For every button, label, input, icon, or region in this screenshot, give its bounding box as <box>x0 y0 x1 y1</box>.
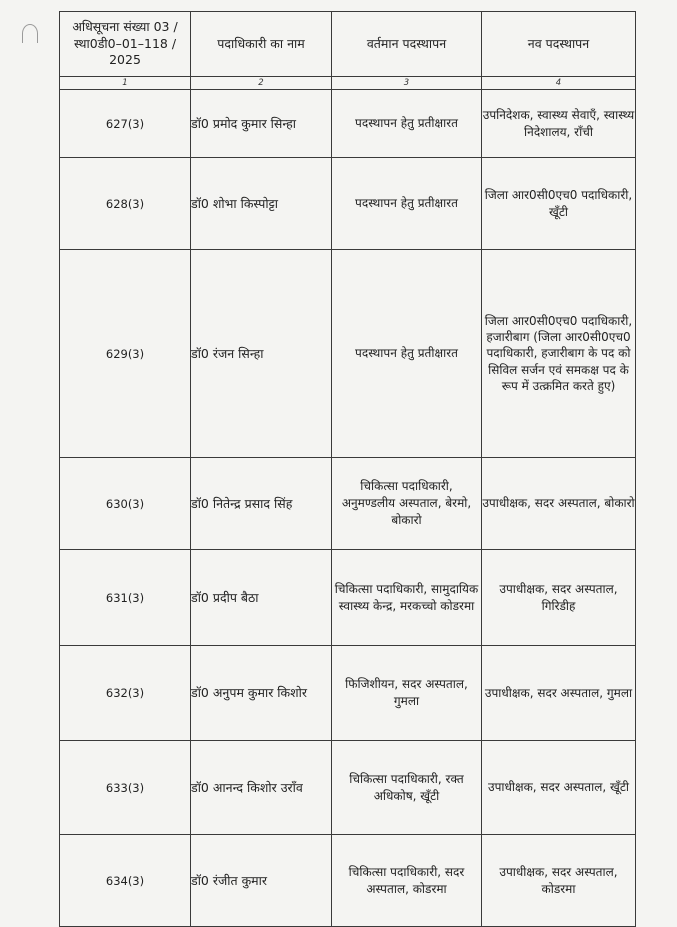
notification-number: 630(3) <box>60 458 191 550</box>
column-number: 3 <box>332 77 482 90</box>
officer-name: डॉ0 नितेन्द्र प्रसाद सिंह <box>191 458 332 550</box>
table-row <box>60 250 636 458</box>
new-posting: जिला आर0सी0एच0 पदाधिकारी, हजारीबाग (जिला आर0सी0एच0 पदाधिकारी, हजारीबाग के पद को सिविल सर्जन एवं समकक्ष पद के रूप में उत्क्रमित करते हुए) <box>482 250 636 458</box>
notification-number: 627(3) <box>60 90 191 158</box>
current-posting: चिकित्सा पदाधिकारी, सामुदायिक स्वास्थ्य केन्द्र, मरकच्चो कोडरमा <box>332 550 482 646</box>
new-posting: उपनिदेशक, स्वास्थ्य सेवाएँ, स्वास्थ्य निदेशालय, राँची <box>482 90 636 158</box>
officer-name: डॉ0 रंजीत कुमार <box>191 835 332 927</box>
current-posting: पदस्थापन हेतु प्रतीक्षारत <box>332 90 482 158</box>
officer-name: डॉ0 शोभा किस्पोट्टा <box>191 158 332 250</box>
current-posting: चिकित्सा पदाधिकारी, रक्त अधिकोष, खूँटी <box>332 741 482 835</box>
table-row <box>60 646 636 741</box>
officer-name: डॉ0 अनुपम कुमार किशोर <box>191 646 332 741</box>
new-posting: उपाधीक्षक, सदर अस्पताल, खूँटी <box>482 741 636 835</box>
notification-number: 628(3) <box>60 158 191 250</box>
officer-name: डॉ0 प्रमोद कुमार सिन्हा <box>191 90 332 158</box>
page-corner-mark <box>22 24 38 43</box>
current-posting: चिकित्सा पदाधिकारी, सदर अस्पताल, कोडरमा <box>332 835 482 927</box>
table-row <box>60 835 636 927</box>
current-posting: पदस्थापन हेतु प्रतीक्षारत <box>332 158 482 250</box>
header-officer-name: पदाधिकारी का नाम <box>191 12 332 77</box>
column-number: 1 <box>60 77 191 90</box>
officer-name: डॉ0 प्रदीप बैठा <box>191 550 332 646</box>
posting-table <box>59 11 636 927</box>
current-posting: चिकित्सा पदाधिकारी, अनुमण्डलीय अस्पताल, बेरमो, बोकारो <box>332 458 482 550</box>
current-posting: पदस्थापन हेतु प्रतीक्षारत <box>332 250 482 458</box>
header-row <box>60 12 636 77</box>
table-row <box>60 458 636 550</box>
notification-number: 634(3) <box>60 835 191 927</box>
new-posting: उपाधीक्षक, सदर अस्पताल, गुमला <box>482 646 636 741</box>
notification-number: 629(3) <box>60 250 191 458</box>
notification-number: 632(3) <box>60 646 191 741</box>
header-current-posting: वर्तमान पदस्थापन <box>332 12 482 77</box>
current-posting: फिजिशीयन, सदर अस्पताल, गुमला <box>332 646 482 741</box>
column-number-row <box>60 77 636 90</box>
new-posting: जिला आर0सी0एच0 पदाधिकारी, खूँटी <box>482 158 636 250</box>
officer-name: डॉ0 रंजन सिन्हा <box>191 250 332 458</box>
notification-number: 631(3) <box>60 550 191 646</box>
new-posting: उपाधीक्षक, सदर अस्पताल, कोडरमा <box>482 835 636 927</box>
table-row <box>60 158 636 250</box>
header-notification-number: अधिसूचना संख्या 03 / स्था0डी0–01–118 / 2025 <box>60 12 191 77</box>
new-posting: उपाधीक्षक, सदर अस्पताल, बोकारो <box>482 458 636 550</box>
column-number: 2 <box>191 77 332 90</box>
notification-number: 633(3) <box>60 741 191 835</box>
officer-name: डॉ0 आनन्द किशोर उराँव <box>191 741 332 835</box>
header-new-posting: नव पदस्थापन <box>482 12 636 77</box>
table-row <box>60 741 636 835</box>
column-number: 4 <box>482 77 636 90</box>
new-posting: उपाधीक्षक, सदर अस्पताल, गिरिडीह <box>482 550 636 646</box>
table-row <box>60 90 636 158</box>
table-row <box>60 550 636 646</box>
